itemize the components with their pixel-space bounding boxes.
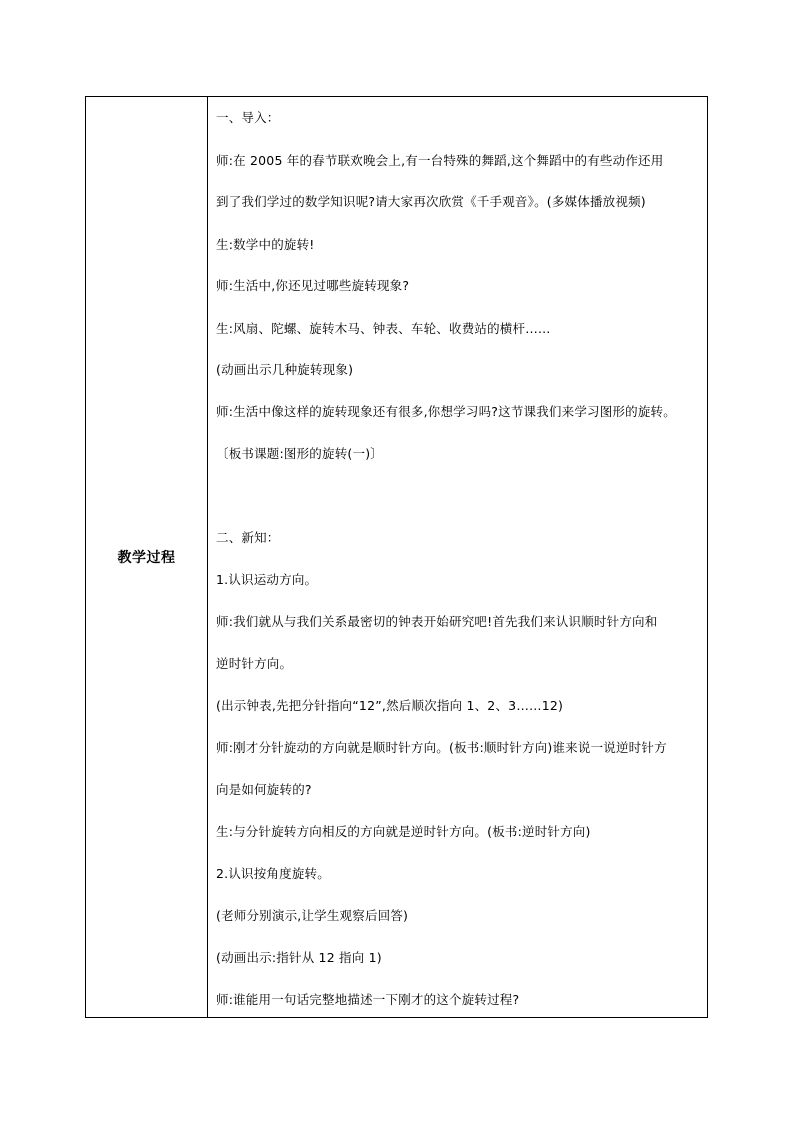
content-cell — [208, 97, 707, 1017]
paragraph-line: (动画出示几种旋转现象) — [216, 362, 354, 377]
paragraph-line: 生:风扇、陀螺、旋转木马、钟表、车轮、收费站的横杆…… — [216, 321, 551, 336]
paragraph-line: 师:生活中像这样的旋转现象还有很多,你想学习吗?这节课我们来学习图形的旋转。 — [216, 404, 676, 419]
paragraph-line: 逆时针方向。 — [216, 656, 293, 671]
paragraph-line: (出示钟表,先把分针指向“12”,然后顺次指向 1、2、3……12) — [216, 698, 564, 713]
paragraph-line: 师:在 2005 年的春节联欢晚会上,有一台特殊的舞蹈,这个舞蹈中的有些动作还用 — [216, 153, 664, 168]
paragraph-line: 师:刚才分针旋动的方向就是顺时针方向。(板书:顺时针方向)谁来说一说逆时针方 — [216, 740, 667, 755]
paragraph-line: 到了我们学过的数学知识呢?请大家再次欣赏《千手观音》。(多媒体播放视频) — [216, 194, 646, 209]
paragraph-line: (动画出示:指针从 12 指向 1) — [216, 950, 382, 965]
paragraph-line: (老师分别演示,让学生观察后回答) — [216, 908, 409, 923]
section-label-cell — [86, 97, 208, 1017]
paragraph-line: 生:与分针旋转方向相反的方向就是逆时针方向。(板书:逆时针方向) — [216, 824, 591, 839]
paragraph-line: 师:生活中,你还见过哪些旋转现象? — [216, 278, 410, 293]
paragraph-line: 师:谁能用一句话完整地描述一下刚才的这个旋转过程? — [216, 992, 520, 1007]
paragraph-line: 师:我们就从与我们关系最密切的钟表开始研究吧!首先我们来认识顺时针方向和 — [216, 614, 658, 629]
paragraph-line: 2.认识按角度旋转。 — [216, 866, 330, 881]
paragraph-line: 生:数学中的旋转! — [216, 237, 315, 252]
heading-intro: 一、导入： — [216, 110, 280, 125]
heading-new-knowledge: 二、新知： — [216, 530, 280, 545]
section-label: 教学过程 — [117, 550, 176, 566]
paragraph-line: 1.认识运动方向。 — [216, 572, 318, 587]
paragraph-line: 〔板书课题:图形的旋转(一)〕 — [216, 446, 383, 461]
paragraph-line: 向是如何旋转的? — [216, 782, 312, 797]
lesson-table — [85, 96, 708, 1018]
